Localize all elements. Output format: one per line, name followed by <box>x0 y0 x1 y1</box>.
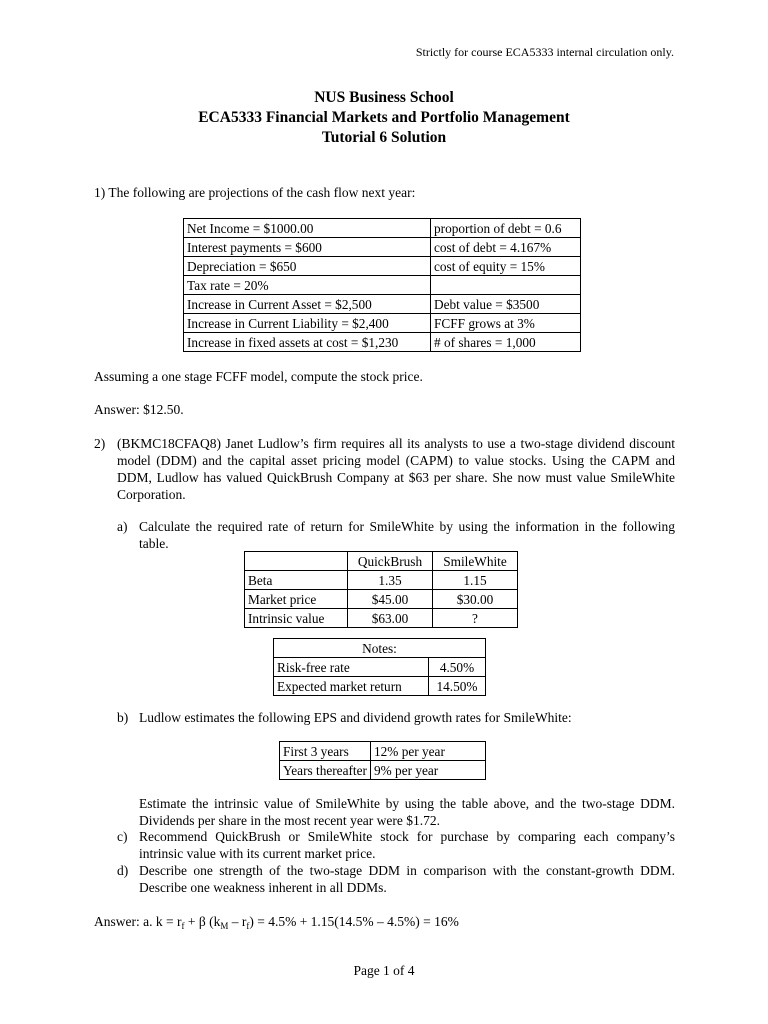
q2-label: 2) <box>94 436 106 451</box>
table-row <box>184 219 581 238</box>
table-cell: Net Income = $1000.00 <box>184 219 431 238</box>
table-cell: $45.00 <box>348 590 433 609</box>
table-cell: Years thereafter <box>280 761 371 780</box>
table-cell <box>431 276 581 295</box>
table-cell: Increase in Current Asset = $2,500 <box>184 295 431 314</box>
table-cell: proportion of debt = 0.6 <box>431 219 581 238</box>
table-row <box>245 609 518 628</box>
table-cell: 4.50% <box>429 658 486 677</box>
answer-subscript: f <box>181 921 185 931</box>
table-cell: Market price <box>245 590 348 609</box>
q2b-text2: Estimate the intrinsic value of SmileWhite by using the table above, and the two-stage DDM. Dividends per share in the most recent year were $1.72. <box>139 796 675 828</box>
table-row <box>184 257 581 276</box>
comparison-table <box>244 551 518 628</box>
table-cell: Interest payments = $600 <box>184 238 431 257</box>
table-cell: 9% per year <box>371 761 486 780</box>
table-row <box>280 742 486 761</box>
table-row <box>184 314 581 333</box>
table-cell: SmileWhite <box>433 552 518 571</box>
table-row <box>184 276 581 295</box>
table-cell: First 3 years <box>280 742 371 761</box>
table-row <box>184 295 581 314</box>
q2b-text: Ludlow estimates the following EPS and dividend growth rates for SmileWhite: <box>139 710 572 725</box>
q2c-text: Recommend QuickBrush or SmileWhite stock for purchase by comparing each company’s intrinsic value with its current market price. <box>139 829 675 861</box>
table-cell: $30.00 <box>433 590 518 609</box>
q2d-text: Describe one strength of the two-stage DDM in comparison with the constant-growth DDM. Describe one weakness inherent in all DDMs. <box>139 863 675 895</box>
q2d-label: d) <box>117 863 129 878</box>
answer-subscript: f <box>246 921 250 931</box>
table-row <box>274 658 486 677</box>
table-cell: Expected market return <box>274 677 429 696</box>
table-cell: Debt value = $3500 <box>431 295 581 314</box>
table-row <box>245 590 518 609</box>
table-cell: ? <box>433 609 518 628</box>
cash-flow-table <box>183 218 581 352</box>
page-number: Page 1 of 4 <box>353 963 415 978</box>
q2-answer <box>94 913 459 932</box>
answer-text: ) = 4.5% + 1.15(14.5% – 4.5%) = 16% <box>249 914 459 929</box>
table-cell: $63.00 <box>348 609 433 628</box>
table-row <box>184 238 581 257</box>
q1-answer: Answer: $12.50. <box>94 402 184 417</box>
table-row <box>280 761 486 780</box>
answer-subscript: M <box>220 921 229 931</box>
q2-intro: (BKMC18CFAQ8) Janet Ludlow’s firm requires all its analysts to use a two-stage dividend discount model (DDM) and the capital asset pricing model (CAPM) to value stocks. Using the CAPM and DDM, Ludlow has valued QuickBrush Company at $63 per share. She now must value SmileWhite Corporation. <box>117 436 675 502</box>
table-cell: Depreciation = $650 <box>184 257 431 276</box>
table-row <box>245 571 518 590</box>
table-cell: 12% per year <box>371 742 486 761</box>
answer-text: + β (k <box>184 914 221 929</box>
tutorial-title: Tutorial 6 Solution <box>321 129 447 146</box>
table-cell: 14.50% <box>429 677 486 696</box>
table-cell: Intrinsic value <box>245 609 348 628</box>
q2c-item <box>117 828 675 862</box>
q2a-label: a) <box>117 519 128 534</box>
answer-text: Answer: a. k = r <box>94 914 182 929</box>
q2c-label: c) <box>117 829 128 844</box>
table-cell: # of shares = 1,000 <box>431 333 581 352</box>
table-cell: Notes: <box>274 639 486 658</box>
q2a-text: Calculate the required rate of return for SmileWhite by using the information in the following table. <box>139 519 675 551</box>
q2a-item <box>117 518 675 552</box>
table-row <box>274 639 486 658</box>
course-title: ECA5333 Financial Markets and Portfolio Management <box>198 109 570 126</box>
table-cell: 1.15 <box>433 571 518 590</box>
table-cell: FCFF grows at 3% <box>431 314 581 333</box>
header-note: Strictly for course ECA5333 internal circulation only. <box>415 45 674 59</box>
table-cell: cost of debt = 4.167% <box>431 238 581 257</box>
school-title: NUS Business School <box>314 89 454 106</box>
q1-intro: 1) The following are projections of the cash flow next year: <box>94 185 416 200</box>
q2d-item <box>117 862 675 896</box>
table-cell: Increase in fixed assets at cost = $1,230 <box>184 333 431 352</box>
table-cell <box>245 552 348 571</box>
table-cell: Tax rate = 20% <box>184 276 431 295</box>
table-cell: Beta <box>245 571 348 590</box>
table-cell: QuickBrush <box>348 552 433 571</box>
document-titles <box>0 88 768 148</box>
growth-table <box>279 741 486 780</box>
notes-table <box>273 638 486 696</box>
q2b-label: b) <box>117 710 129 725</box>
table-cell: Risk-free rate <box>274 658 429 677</box>
table-cell: Increase in Current Liability = $2,400 <box>184 314 431 333</box>
table-row <box>274 677 486 696</box>
table-header-row <box>245 552 518 571</box>
q1-question: Assuming a one stage FCFF model, compute the stock price. <box>94 369 423 384</box>
q2b-item <box>117 709 675 726</box>
table-cell: cost of equity = 15% <box>431 257 581 276</box>
q2-block <box>94 435 675 503</box>
table-row <box>184 333 581 352</box>
table-cell: 1.35 <box>348 571 433 590</box>
answer-text: – r <box>228 914 247 929</box>
